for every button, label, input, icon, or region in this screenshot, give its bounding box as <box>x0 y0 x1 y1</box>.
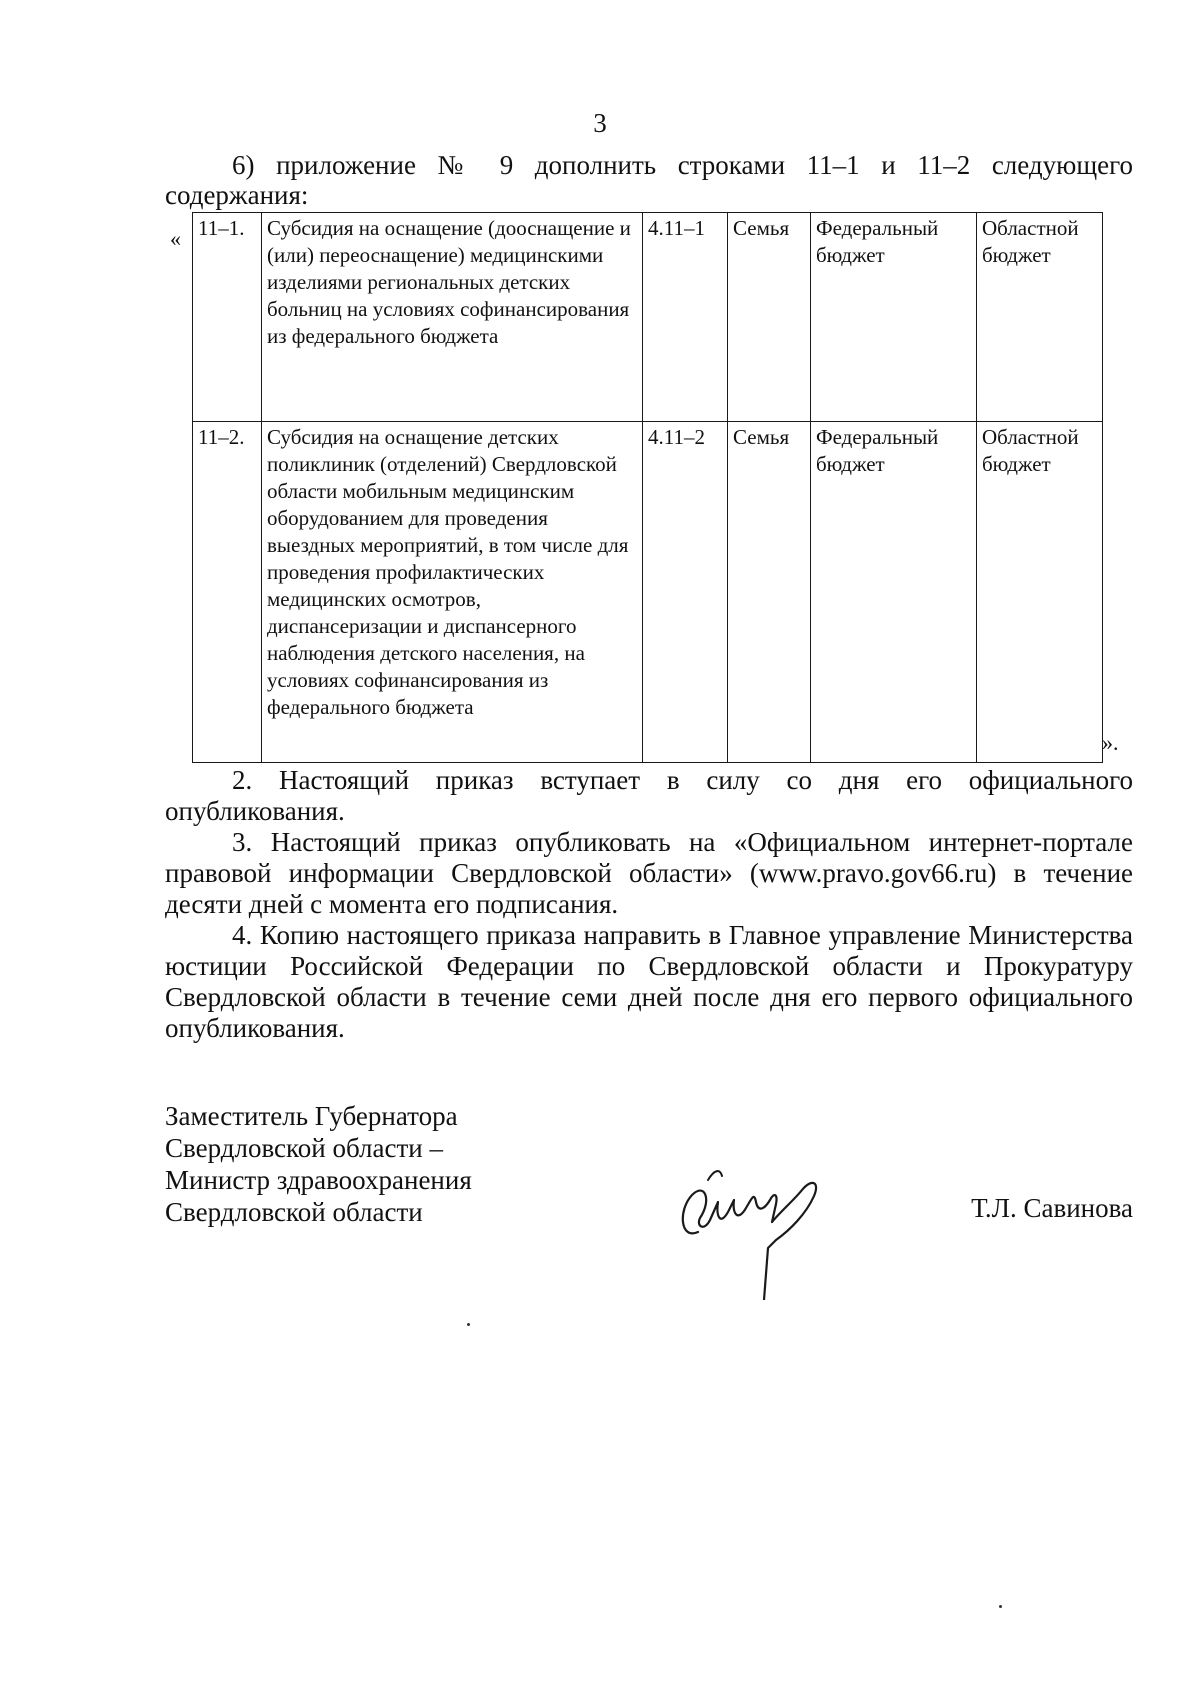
row-family-cell: Семья <box>728 213 811 422</box>
row-code-cell: 4.11–1 <box>643 213 728 422</box>
row-family-cell: Семья <box>728 422 811 763</box>
row-recipient-cell: Областной бюджет <box>977 422 1103 763</box>
paragraph-effective-date: 2. Настоящий приказ вступает в силу со дня его официального опубликования. <box>165 765 1133 826</box>
position-line: Заместитель Губернатора <box>165 1101 458 1131</box>
row-number-cell: 11–2. <box>193 422 262 763</box>
position-line: Свердловской области – <box>165 1133 443 1163</box>
signer-name: Т.Л. Савинова <box>971 1193 1133 1223</box>
position-line: Свердловской области <box>165 1197 423 1227</box>
row-code-cell: 4.11–2 <box>643 422 728 763</box>
opening-quote-mark: « <box>170 226 181 251</box>
appendix-table <box>192 212 1103 763</box>
row-description-cell: Субсидия на оснащение детских поликлиник (отделений) Свердловской области мобильным медицинским оборудованием для проведения выездных мероприятий, в том числе для проведения профилактических медицинских осмотров, диспансеризации и диспансерного наблюдения детского населения, на условиях софинансирования из федерального бюджета <box>262 422 643 763</box>
paragraph-copy-distribution: 4. Копию настоящего приказа направить в Главное управление Министерства юстиции Российской Федерации по Свердловской области и Прокуратуру Свердловской области в течение семи дней после дня его первого официального опубликования. <box>165 920 1133 1043</box>
row-source-cell: Федеральный бюджет <box>811 422 977 763</box>
scan-speck <box>999 1605 1002 1608</box>
handwritten-signature <box>670 1140 840 1300</box>
table-row <box>193 213 1103 422</box>
scan-speck <box>467 1323 470 1326</box>
paragraph-publication: 3. Настоящий приказ опубликовать на «Официальном интернет-портале правовой информации Свердловской области» (www.pravo.gov66.ru) в течение десяти дней с момента его подписания. <box>165 827 1133 919</box>
closing-quote-mark: ». <box>1102 730 1119 755</box>
order-body <box>165 765 1133 1044</box>
intro-paragraph: 6) приложение № 9 дополнить строками 11–1 и 11–2 следующего содержания: <box>165 150 1133 210</box>
signatory-position <box>165 1100 472 1228</box>
row-recipient-cell: Областной бюджет <box>977 213 1103 422</box>
position-line: Министр здравоохранения <box>165 1165 472 1195</box>
table-row <box>193 422 1103 763</box>
row-description-cell: Субсидия на оснащение (дооснащение и (или) переоснащение) медицинскими изделиями региональных детских больниц на условиях софинансирования из федерального бюджета <box>262 213 643 422</box>
row-source-cell: Федеральный бюджет <box>811 213 977 422</box>
row-number-cell: 11–1. <box>193 213 262 422</box>
page-number: 3 <box>593 108 607 138</box>
